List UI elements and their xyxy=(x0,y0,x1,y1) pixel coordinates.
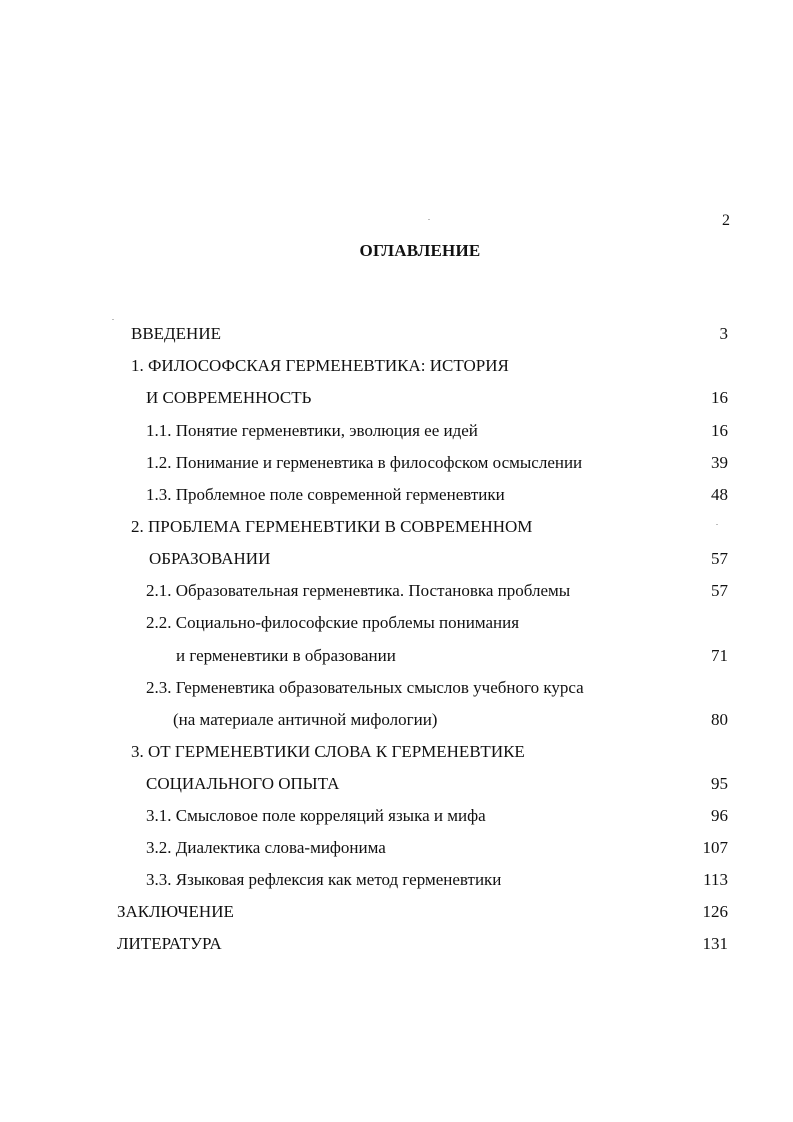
toc-label: 1. ФИЛОСОФСКАЯ ГЕРМЕНЕВТИКА: ИСТОРИЯ xyxy=(131,356,509,375)
toc-label: И СОВРЕМЕННОСТЬ xyxy=(146,388,312,407)
toc-entry-chapter-3-cont[interactable] xyxy=(146,772,728,796)
toc-page: 48 xyxy=(711,485,728,504)
page-title: ОГЛАВЛЕНИЕ xyxy=(359,241,481,260)
toc-label: СОЦИАЛЬНОГО ОПЫТА xyxy=(146,774,340,793)
toc-entry-chapter-1-cont[interactable] xyxy=(146,386,728,410)
page-number: 2 xyxy=(722,212,730,229)
toc-label: 1.1. Понятие герменевтики, эволюция ее идей xyxy=(146,421,478,440)
toc-label: и герменевтики в образовании xyxy=(176,646,396,665)
toc-page: 113 xyxy=(703,870,728,889)
toc-entry-conclusion[interactable] xyxy=(117,900,728,924)
toc-page: 3 xyxy=(719,324,728,343)
toc-label: ОБРАЗОВАНИИ xyxy=(149,549,271,568)
toc-page: 95 xyxy=(711,774,728,793)
toc-entry-chapter-3[interactable] xyxy=(131,740,728,764)
toc-entry-literature[interactable] xyxy=(117,932,728,956)
toc-entry-2-2[interactable] xyxy=(146,611,728,635)
toc-label: 3.2. Диалектика слова-мифонима xyxy=(146,838,386,857)
toc-page: 16 xyxy=(711,421,728,440)
toc-label: (на материале античной мифологии) xyxy=(173,710,438,729)
toc-entry-3-3[interactable] xyxy=(146,868,728,892)
toc-label: ЗАКЛЮЧЕНИЕ xyxy=(117,902,234,921)
toc-page: 16 xyxy=(711,388,728,407)
toc-page: 126 xyxy=(702,902,728,921)
toc-page: 57 xyxy=(711,581,728,600)
toc-page: 96 xyxy=(711,806,728,825)
toc-entry-1-3[interactable] xyxy=(146,483,728,507)
toc-label: 2.2. Социально-философские проблемы понимания xyxy=(146,613,520,632)
toc-entry-1-1[interactable] xyxy=(146,419,728,443)
toc-label: 2. ПРОБЛЕМА ГЕРМЕНЕВТИКИ В СОВРЕМЕННОМ xyxy=(131,517,533,536)
toc-label: 2.3. Герменевтика образовательных смыслов учебного курса xyxy=(146,678,584,697)
toc-label: 1.3. Проблемное поле современной герменевтики xyxy=(146,485,505,504)
toc-entry-introduction[interactable] xyxy=(131,322,728,346)
toc-label: ЛИТЕРАТУРА xyxy=(117,934,222,953)
toc-label: ВВЕДЕНИЕ xyxy=(131,324,221,343)
toc-label: 3.1. Смысловое поле корреляций языка и мифа xyxy=(146,806,486,825)
toc-page: 80 xyxy=(711,710,728,729)
toc-entry-2-3-cont[interactable] xyxy=(173,708,728,732)
toc-entry-chapter-1[interactable] xyxy=(131,354,728,378)
toc-label: 3.3. Языковая рефлексия как метод герменевтики xyxy=(146,870,502,889)
toc-entry-3-2[interactable] xyxy=(146,836,728,860)
toc-page: 131 xyxy=(702,934,728,953)
toc-entry-2-3[interactable] xyxy=(146,676,728,700)
toc-entry-2-1[interactable] xyxy=(146,579,728,603)
toc-page: 107 xyxy=(702,838,728,857)
toc-entry-chapter-2[interactable] xyxy=(131,515,728,539)
toc-label: 1.2. Понимание и герменевтика в философском осмыслении xyxy=(146,453,583,472)
toc-label: 3. ОТ ГЕРМЕНЕВТИКИ СЛОВА К ГЕРМЕНЕВТИКЕ xyxy=(131,742,525,761)
toc-page: 39 xyxy=(711,453,728,472)
toc-entry-1-2[interactable] xyxy=(146,451,728,475)
toc-label: 2.1. Образовательная герменевтика. Постановка проблемы xyxy=(146,581,571,600)
toc-page: 71 xyxy=(711,646,728,665)
toc-entry-3-1[interactable] xyxy=(146,804,728,828)
toc-page: 57 xyxy=(711,549,728,568)
toc-entry-chapter-2-cont[interactable] xyxy=(149,547,728,571)
toc-entry-2-2-cont[interactable] xyxy=(176,644,728,668)
